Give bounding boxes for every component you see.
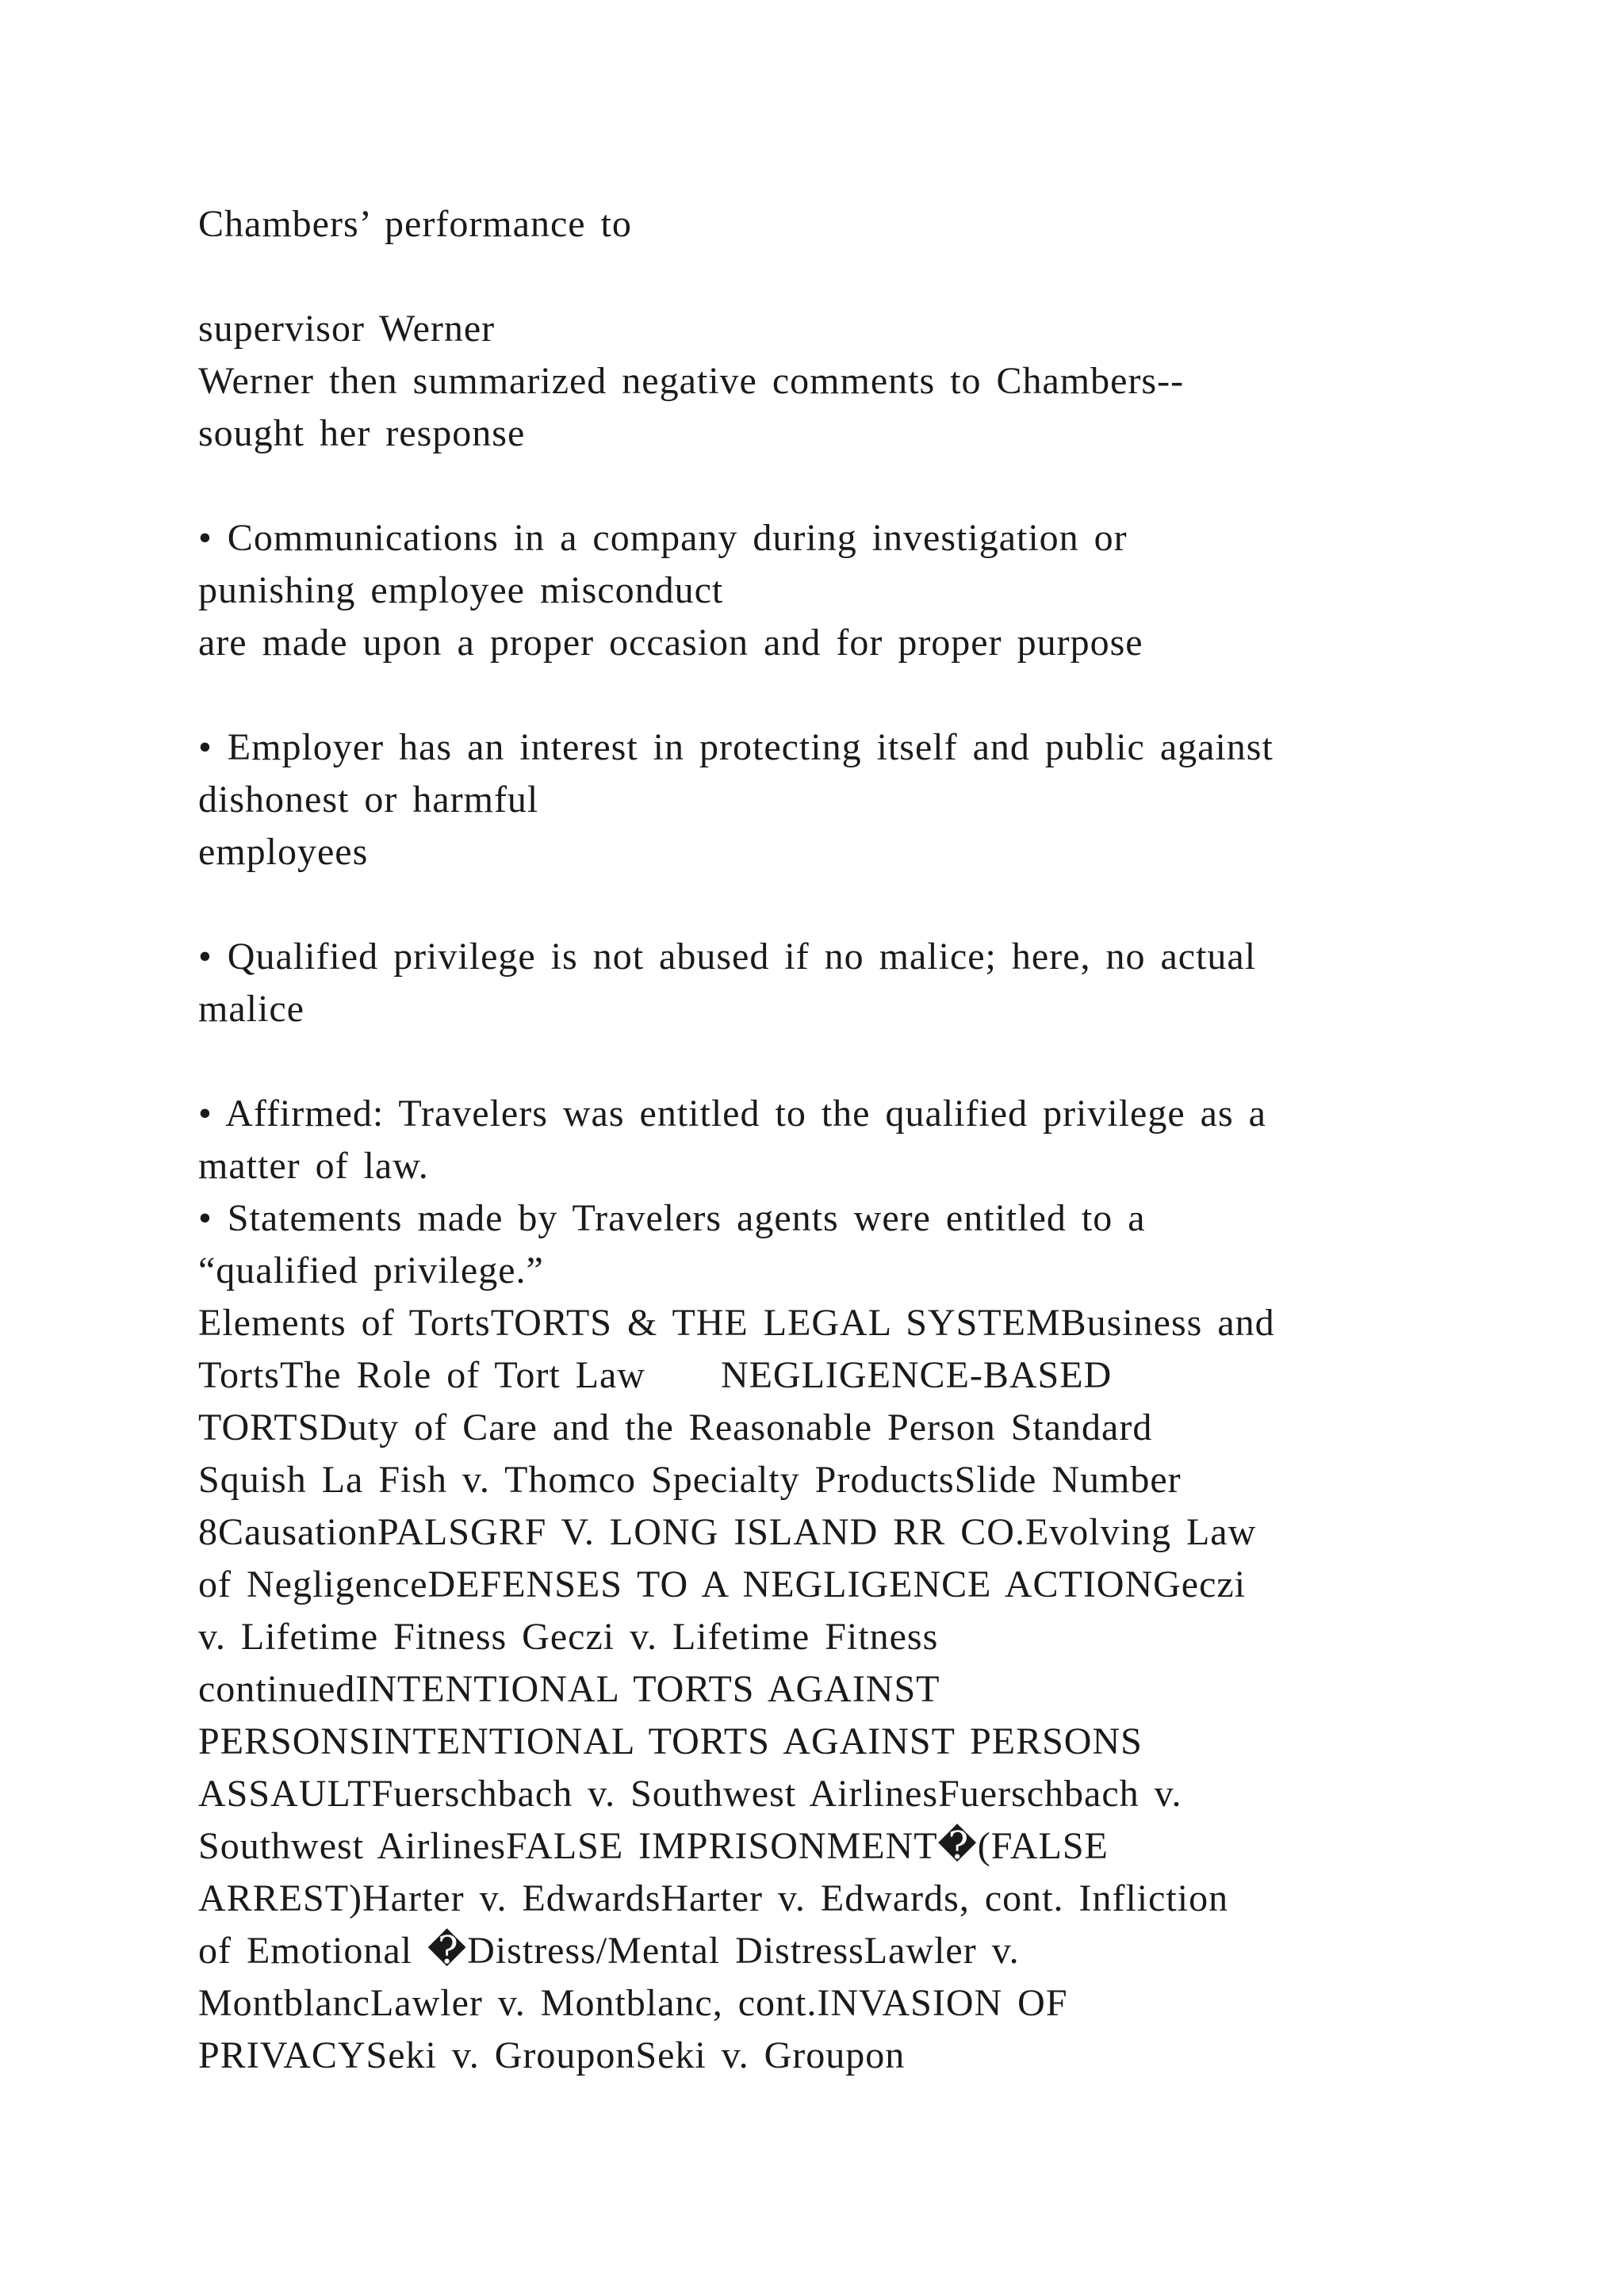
text-line-18: • Affirmed: Travelers was entitled to the qualified privilege as a: [198, 1093, 1266, 1135]
text-line-16: malice: [198, 988, 304, 1030]
text-line-19: matter of law.: [198, 1145, 429, 1187]
text-line-36: PRIVACYSeki v. GrouponSeki v. Groupon: [198, 2034, 906, 2076]
text-line-7: • Communications in a company during investigation or: [198, 517, 1128, 559]
text-line-29: continuedINTENTIONAL TORTS AGAINST: [198, 1668, 940, 1710]
text-line-35: MontblancLawler v. Montblanc, cont.INVASION OF: [198, 1982, 1068, 2024]
text-line-8: punishing employee misconduct: [198, 569, 724, 611]
text-line-25: Squish La Fish v. Thomco Specialty ProductsSlide Number: [198, 1459, 1182, 1501]
text-line-34: of Emotional �Distress/Mental DistressLawler v.: [198, 1930, 1020, 1972]
text-line-27: of NegligenceDEFENSES TO A NEGLIGENCE ACTIONGeczi: [198, 1563, 1247, 1605]
text-line-32: Southwest AirlinesFALSE IMPRISONMENT�(FALSE: [198, 1825, 1109, 1867]
text-line-26: 8CausationPALSGRF V. LONG ISLAND RR CO.Evolving Law: [198, 1511, 1257, 1553]
text-line-30: PERSONSINTENTIONAL TORTS AGAINST PERSONS: [198, 1720, 1143, 1762]
text-line-15: • Qualified privilege is not abused if no malice; here, no actual: [198, 936, 1257, 978]
blank-line: [198, 460, 1443, 512]
text-line-31: ASSAULTFuerschbach v. Southwest AirlinesFuerschbach v.: [198, 1773, 1182, 1815]
blank-line: [198, 878, 1443, 931]
text-line-4: Werner then summarized negative comments to Chambers--: [198, 360, 1185, 402]
text-line-13: employees: [198, 831, 369, 873]
blank-line: [198, 669, 1443, 721]
blank-line: [198, 251, 1443, 303]
text-line-28: v. Lifetime Fitness Geczi v. Lifetime Fitness: [198, 1616, 939, 1658]
text-line-11: • Employer has an interest in protecting itself and public against: [198, 726, 1274, 768]
text-line-12: dishonest or harmful: [198, 779, 539, 821]
text-line-23: TortsThe Role of Tort Law NEGLIGENCE-BASED: [198, 1354, 1113, 1396]
text-line-1: Chambers’ performance to: [198, 203, 632, 245]
text-line-9: are made upon a proper occasion and for proper purpose: [198, 622, 1143, 664]
text-line-21: “qualified privilege.”: [198, 1249, 544, 1292]
blank-line: [198, 1035, 1443, 1088]
text-line-24: TORTSDuty of Care and the Reasonable Person Standard: [198, 1406, 1153, 1448]
text-line-20: • Statements made by Travelers agents were entitled to a: [198, 1197, 1146, 1239]
text-line-33: ARREST)Harter v. EdwardsHarter v. Edwards, cont. Infliction: [198, 1877, 1229, 1919]
document-body: [198, 198, 1443, 2082]
text-line-22: Elements of TortsTORTS & THE LEGAL SYSTEMBusiness and: [198, 1302, 1275, 1344]
text-line-5: sought her response: [198, 412, 526, 454]
text-line-3: supervisor Werner: [198, 308, 496, 350]
